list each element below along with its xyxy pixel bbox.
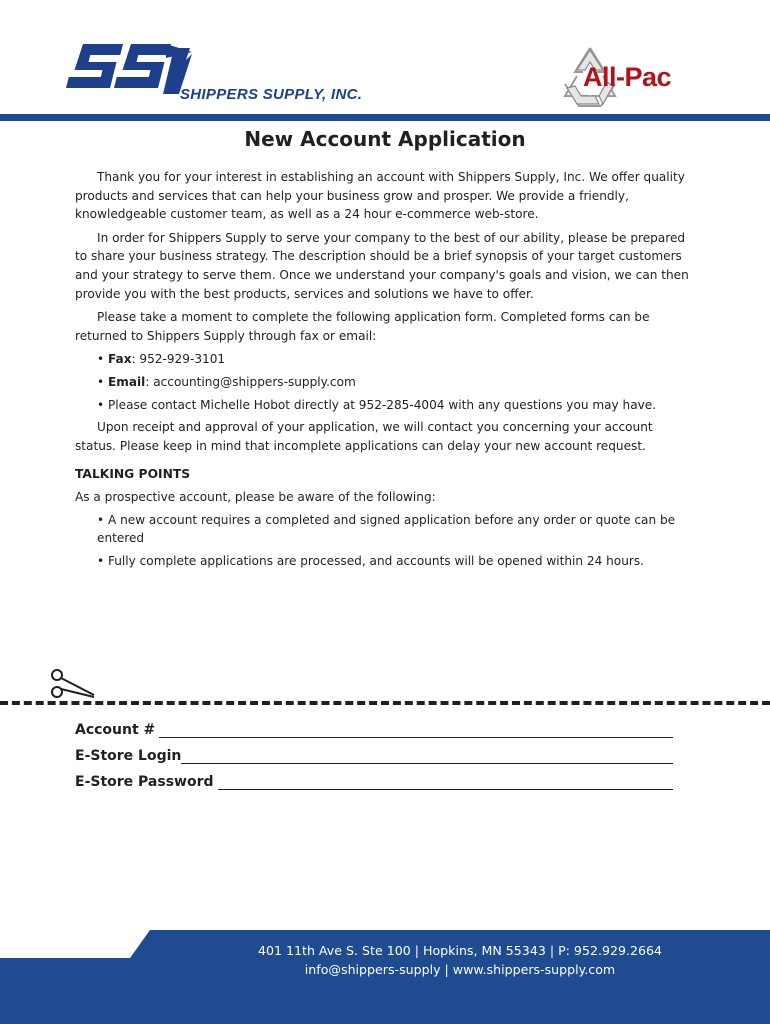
account-number-label: Account #: [75, 722, 156, 738]
cut-line: [0, 701, 770, 705]
header-rule: [0, 114, 770, 121]
company-name: SHIPPERS SUPPLY, INC.: [180, 86, 363, 103]
intro-section: [75, 168, 697, 570]
email-label: Email: [107, 374, 146, 389]
footer: [0, 930, 770, 1024]
email-value: : accounting@shippers-supply.com: [145, 374, 356, 389]
talking-point-item: • A new account requires a completed and signed application before any order or quote can be entered: [97, 512, 676, 546]
contact-note: • Please contact Michelle Hobot directly at 952-285-4004 with any questions you may have.: [97, 397, 657, 412]
partner-logo-text: All-Pac: [583, 62, 672, 92]
footer-address: 401 11th Ave S. Ste 100 | Hopkins, MN 55343 | P: 952.929.2664: [257, 943, 663, 958]
intro-paragraph: Please take a moment to complete the following application form. Completed forms can be returned to Shippers Supply through fax or email:: [75, 310, 650, 343]
talking-points-heading: TALKING POINTS: [75, 467, 191, 482]
intro-paragraph: Thank you for your interest in establishing an account with Shippers Supply, Inc. We offer quality products and services that can help your business grow and prosper. We provide a friendly, knowledgeable customer team, as well as a 24 hour e-commerce web-store.: [75, 170, 685, 222]
email-item: • Email: accounting@shippers-supply.com: [97, 374, 356, 389]
account-number-field[interactable]: [75, 722, 673, 738]
estore-login-field[interactable]: [75, 748, 673, 764]
footer-contact: info@shippers-supply | www.shippers-supply.com: [304, 962, 616, 977]
fax-item: • Fax: 952-929-3101: [97, 352, 226, 367]
ssi-logo: [62, 40, 362, 106]
estore-password-line[interactable]: [218, 775, 673, 790]
intro-paragraph: In order for Shippers Supply to serve your company to the best of our ability, please be prepared to share your business strategy. The description should be a brief synopsis of your target customers and your strategy to serve them. Once we understand your company's goals and vision, we can then provide you with the best products, services and solutions we have to offer.: [75, 230, 689, 301]
talking-point-item: • Fully complete applications are processed, and accounts will be opened within 24 hours.: [97, 553, 644, 568]
estore-password-field[interactable]: [75, 774, 673, 790]
fax-value: : 952-929-3101: [131, 352, 226, 367]
scissors-icon: [48, 668, 96, 704]
estore-login-line[interactable]: [181, 749, 673, 764]
fax-label: Fax: [107, 352, 132, 367]
page-title: New Account Application: [244, 127, 526, 151]
estore-password-label: E-Store Password: [75, 774, 214, 790]
estore-login-label: E-Store Login: [75, 748, 182, 764]
all-pac-logo: [553, 42, 713, 112]
approval-paragraph: Upon receipt and approval of your application, we will contact you concerning your account status. Please keep in mind that incomplete applications can delay your new account request.: [75, 420, 653, 453]
account-number-line[interactable]: [159, 723, 673, 738]
ssi-logo-mark: [62, 40, 192, 102]
talking-points-lead: As a prospective account, please be aware of the following:: [75, 489, 436, 504]
